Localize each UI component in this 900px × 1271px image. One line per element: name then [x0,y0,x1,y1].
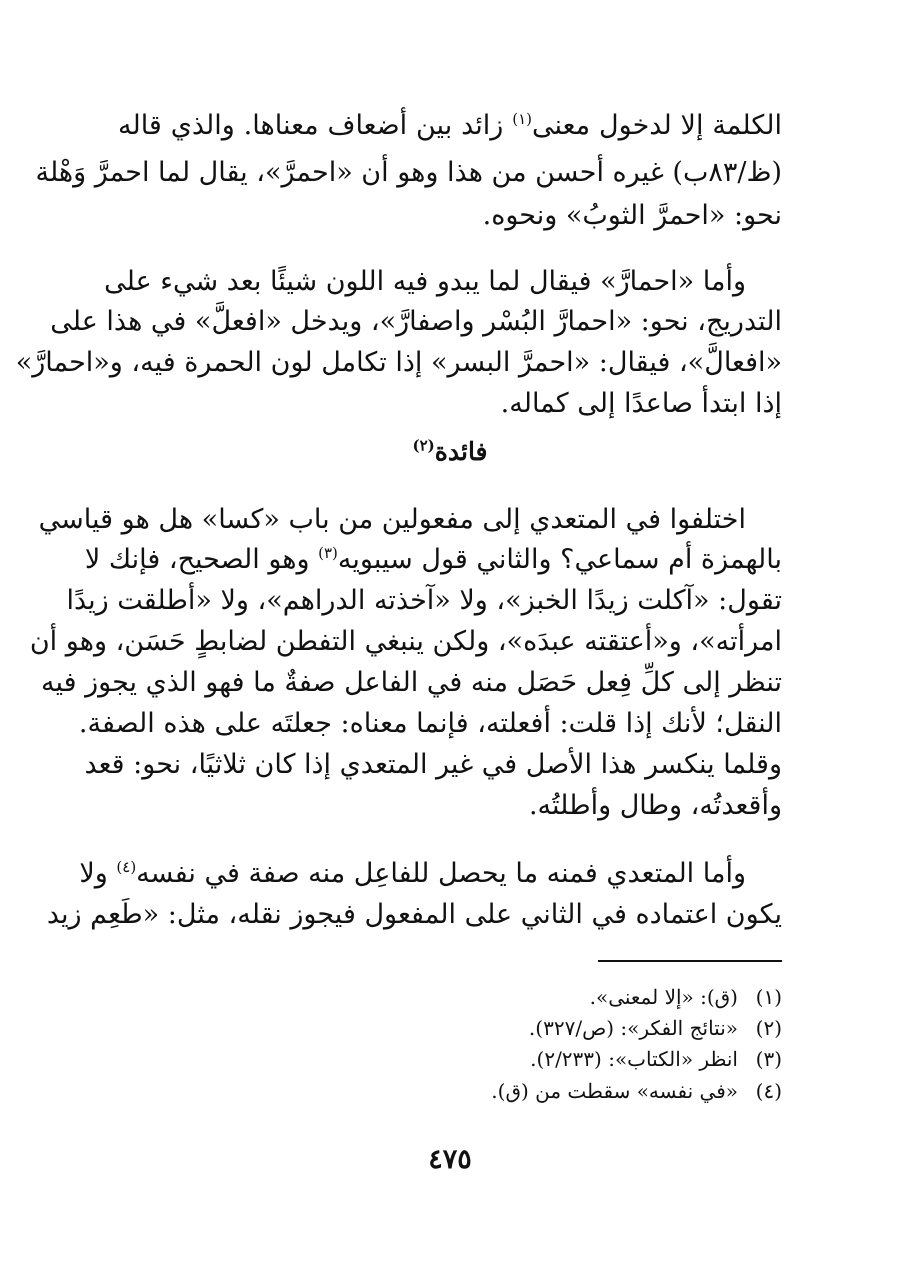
text-run: زائد بين أضعاف معناها. والذي قاله [118,110,513,141]
text-line: تنظر إلى كلِّ فِعل حَصَل منه في الفاعل صفةٌ ما فهو الذي يجوز فيه [41,667,782,698]
text-run: ولا [79,858,117,889]
footnote-number: (١) [755,985,782,1009]
text-run: وهو الصحيح، فإنك لا [84,544,319,575]
footnote-number: (٤) [755,1079,782,1103]
footnote-separator [598,960,782,962]
section-heading [0,432,900,472]
footnote-number: (٣) [755,1047,782,1071]
heading-text: فائدة [434,437,488,466]
text-line: إذا ابتدأ صاعدًا إلى كماله. [500,388,782,419]
footnote [118,1044,782,1074]
text-line: امرأته»، و«أعتقته عبدَه»، ولكن ينبغي التفطن لضابطٍ حَسَن، وهو أن [29,626,782,657]
footnote-ref: (٤) [116,858,137,876]
text-line: وقلما ينكسر هذا الأصل في غير المتعدي إذا كان ثلاثيًا، نحو: قعد [84,749,782,780]
footnote-ref: (٣) [318,544,338,562]
text-line [79,854,782,894]
footnote-text: «نتائج الفكر»: (ص/٣٢٧). [528,1016,738,1040]
text-line: «افعالَّ»، فيقال: «احمرَّ البسر» إذا تكامل لون الحمرة فيه، و«احمارَّ» [15,347,782,378]
footnote [118,1076,782,1106]
page-number: ٤٧٥ [428,1144,472,1175]
footnote [118,1013,782,1043]
text-line: النقل؛ لأنك إذا قلت: أفعلته، فإنما معناه: جعلتَه على هذه الصفة. [78,708,782,739]
text-line: نحو: «احمرَّ الثوبُ» ونحوه. [482,200,782,231]
footnote-text: انظر «الكتاب»: (٢/٢٣٣). [530,1047,738,1071]
text-line: التدريج، نحو: «احمارَّ البُسْر واصفارَّ»، ويدخل «افعلَّ» في هذا على [50,306,782,337]
text-run: الكلمة إلا لدخول معنى [532,110,782,141]
text-run: وأما المتعدي فمنه ما يحصل للفاعِل منه صفة في نفسه [136,858,746,889]
footnote-ref: (١) [512,110,532,128]
footnote-text: «في نفسه» سقطت من (ق). [491,1079,738,1103]
footnote-number: (٢) [755,1016,782,1040]
footnote-ref: (٢) [412,436,435,455]
footnote [118,982,782,1012]
text-line [84,540,782,580]
text-line: (ظ/٨٣ب) غيره أحسن من هذا وهو أن «احمرَّ»، يقال لما احمرَّ وَهْلة [35,157,782,188]
text-line: يكون اعتماده في الثاني على المفعول فيجوز نقله، مثل: «طَعِم زيد [46,899,782,930]
text-line: وأقعدتُه، وطال وأطلتُه. [528,790,782,821]
text-line: وأما «احمارَّ» فيقال لما يبدو فيه اللون شيئًا بعد شيء على [104,266,746,297]
text-line [118,106,782,146]
text-run: بالهمزة أم سماعي؟ والثاني قول سيبويه [337,544,782,575]
footnote-text: (ق): «إلا لمعنى». [589,985,738,1009]
text-line: تقول: «آكلت زيدًا الخبز»، ولا «آخذته الدراهم»، ولا «أطلقت زيدًا [66,585,782,616]
text-line: اختلفوا في المتعدي إلى مفعولين من باب «كسا» هل هو قياسي [38,504,746,535]
